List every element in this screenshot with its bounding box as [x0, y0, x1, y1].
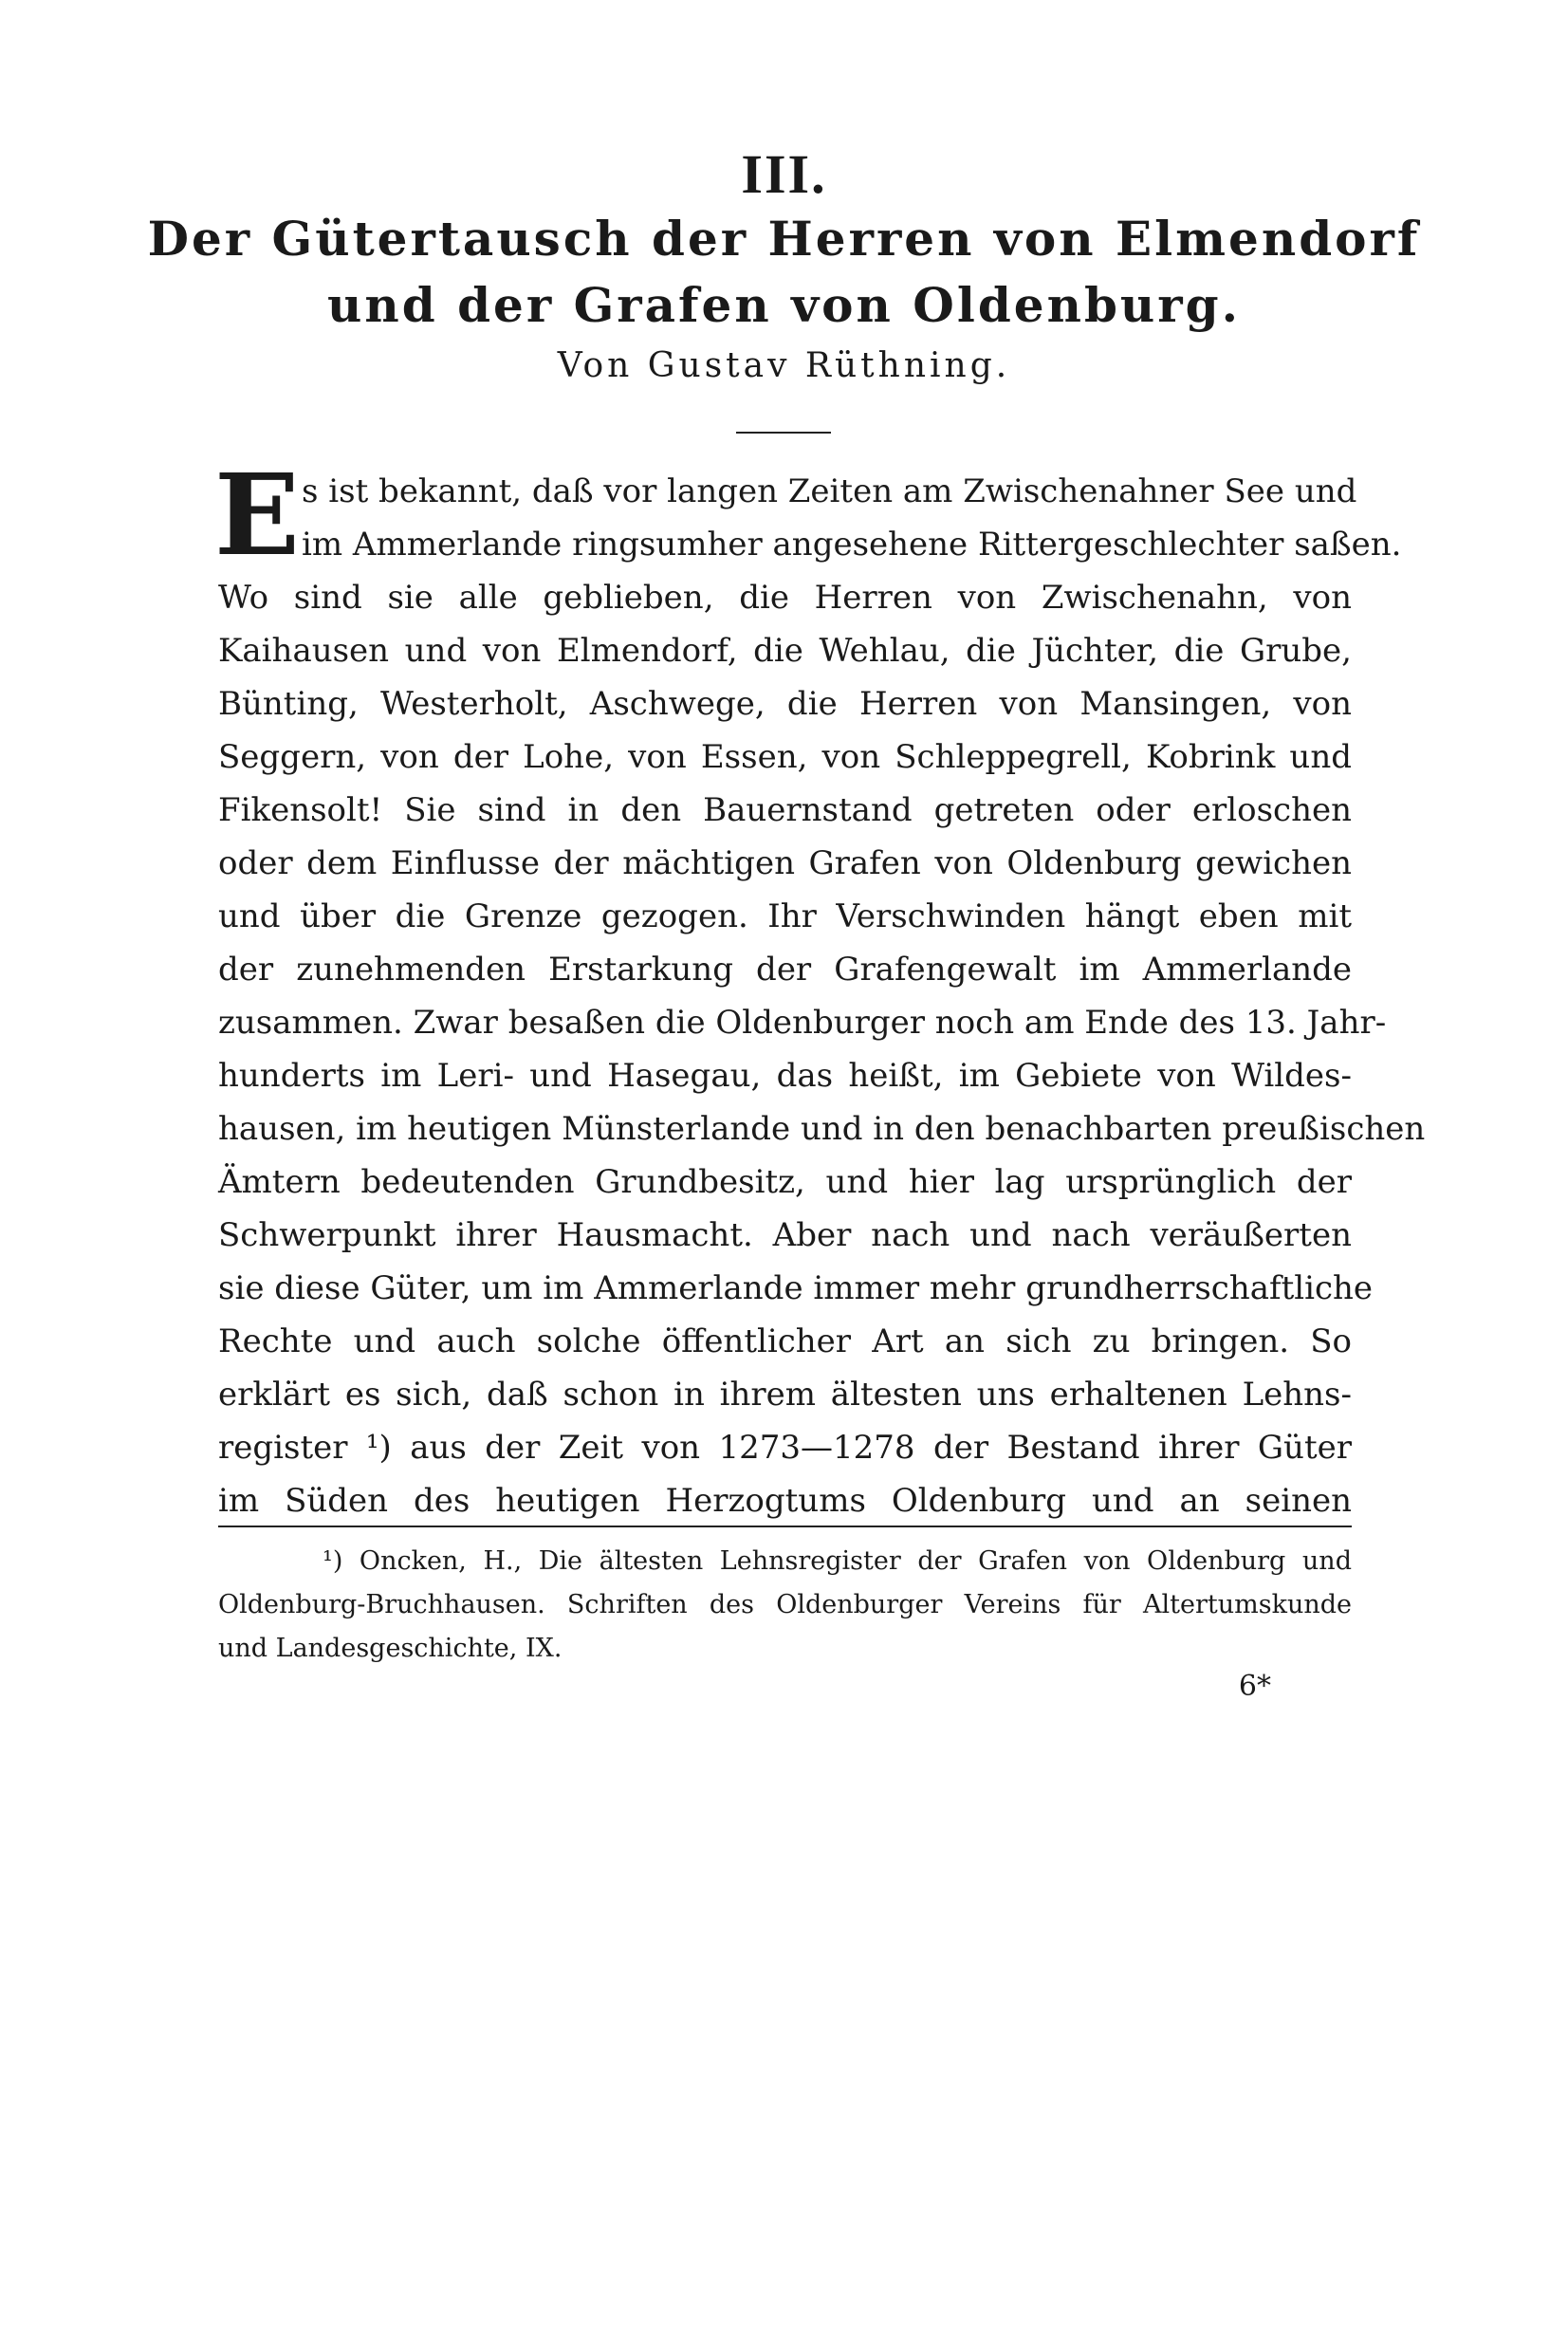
- body-line: hausen, im heutigen Münsterlande und in den benachbarten preußischen: [218, 1110, 1426, 1148]
- title-divider: [736, 432, 831, 434]
- body-line: Schwerpunkt ihrer Hausmacht. Aber nach und nach veräußerten: [218, 1216, 1352, 1254]
- body-line: Fikensolt! Sie sind in den Bauernstand getreten oder erloschen: [218, 791, 1352, 829]
- body-line: sie diese Güter, um im Ammerlande immer mehr grundherrschaftliche: [218, 1269, 1374, 1307]
- chapter-number: III.: [741, 143, 827, 205]
- footnote-line: ¹) Oncken, H., Die ältesten Lehnsregister der Grafen von Oldenburg und: [323, 1546, 1352, 1576]
- body-line: hunderts im Leri- und Hasegau, das heißt, im Gebiete von Wildes-: [218, 1057, 1352, 1095]
- body-line: erklärt es sich, daß schon in ihrem ältesten uns erhaltenen Lehns-: [218, 1376, 1352, 1414]
- signature-mark: 6*: [1238, 1670, 1271, 1703]
- body-line: zusammen. Zwar besaßen die Oldenburger noch am Ende des 13. Jahr-: [218, 1004, 1387, 1042]
- body-line: Seggern, von der Lohe, von Essen, von Schleppegrell, Kobrink und: [218, 738, 1352, 776]
- body-line: Rechte und auch solche öffentlicher Art an sich zu bringen. So: [218, 1322, 1352, 1360]
- title-line-1: Der Gütertausch der Herren von Elmendorf: [147, 211, 1421, 267]
- footnote-line: Oldenburg-Bruchhausen. Schriften des Oldenburger Vereins für Altertumskunde: [218, 1590, 1352, 1619]
- body-line: oder dem Einflusse der mächtigen Grafen von Oldenburg gewichen: [218, 844, 1352, 882]
- title-line-2: und der Grafen von Oldenburg.: [327, 277, 1241, 333]
- footnote-divider: [218, 1526, 1352, 1527]
- body-line: Kaihausen und von Elmendorf, die Wehlau, die Jüchter, die Grube,: [218, 632, 1352, 670]
- body-line: Ämtern bedeutenden Grundbesitz, und hier lag ursprünglich der: [218, 1163, 1352, 1201]
- drop-cap: E: [214, 449, 300, 581]
- body-line: s ist bekannt, daß vor langen Zeiten am Zwischenahner See und: [302, 472, 1357, 510]
- footnote-line: und Landesgeschichte, IX.: [218, 1634, 563, 1663]
- body-line: und über die Grenze gezogen. Ihr Verschwinden hängt eben mit: [218, 897, 1352, 935]
- body-line: der zunehmenden Erstarkung der Grafengewalt im Ammerlande: [218, 951, 1352, 989]
- author-byline: Von Gustav Rüthning.: [557, 346, 1011, 385]
- body-line: Wo sind sie alle geblieben, die Herren von Zwischenahn, von: [218, 579, 1352, 617]
- body-line: Bünting, Westerholt, Aschwege, die Herren von Mansingen, von: [218, 685, 1352, 723]
- body-line: im Süden des heutigen Herzogtums Oldenburg und an seinen: [218, 1482, 1352, 1520]
- body-line: im Ammerlande ringsumher angesehene Rittergeschlechter saßen.: [302, 526, 1402, 564]
- body-line: register ¹) aus der Zeit von 1273—1278 der Bestand ihrer Güter: [218, 1429, 1352, 1467]
